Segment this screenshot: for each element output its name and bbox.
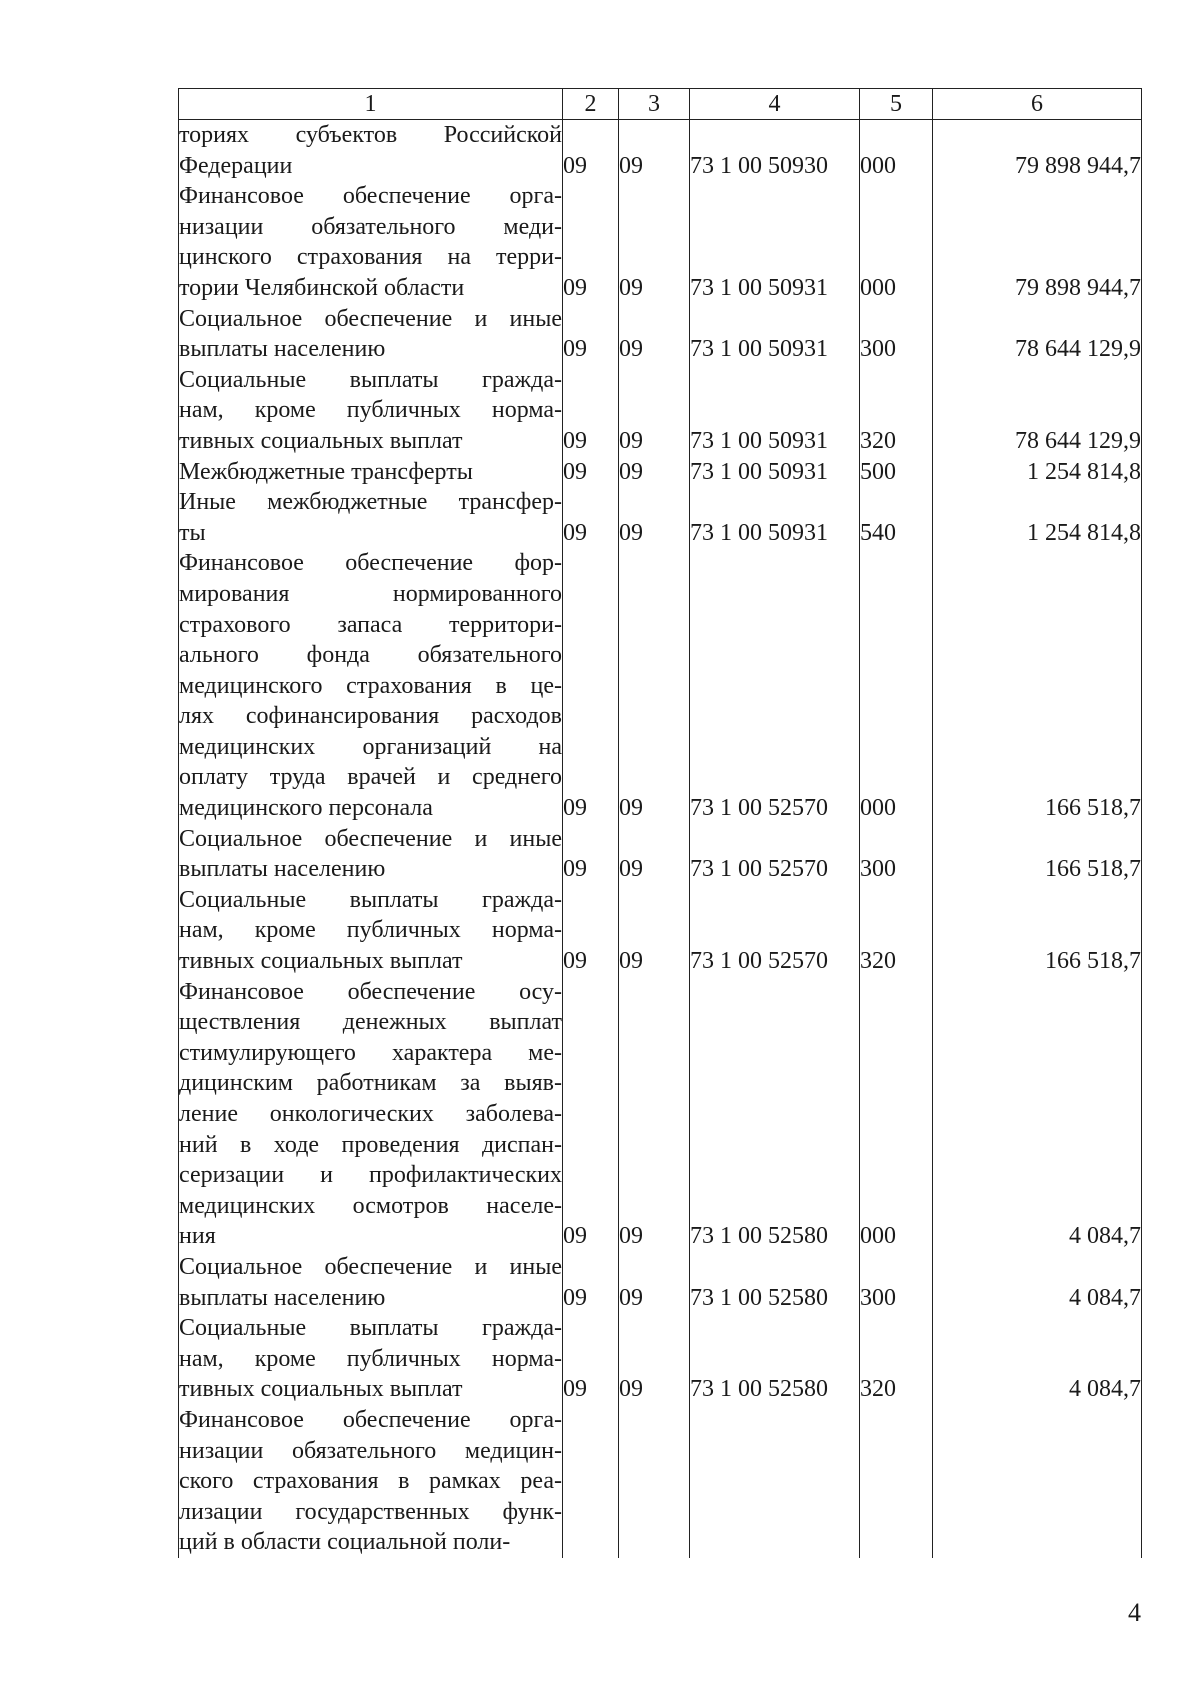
description-line: мирования нормированного [179,580,562,607]
row-target-article-code: 73 1 00 52570 [690,548,860,823]
header-col-4: 4 [690,89,860,120]
row-target-article-code: 73 1 00 52580 [690,977,860,1252]
description-line: ального фонда обязательного [179,642,562,669]
row-subsection-code: 09 [619,1313,690,1405]
row-description [179,304,563,365]
row-amount: 166 518,7 [933,548,1142,823]
description-line: Социальные выплаты гражда- [179,886,562,913]
description-line: нам, кроме публичных норма- [179,1345,562,1372]
table-row [179,824,1142,885]
row-amount: 166 518,7 [933,885,1142,977]
row-subsection-code: 09 [619,1252,690,1313]
table-row [179,548,1142,823]
description-line: Финансовое обеспечение орга- [179,1406,562,1433]
table-row [179,1405,1142,1558]
description-line: лях софинансирования расходов [179,703,562,730]
description-line: Иные межбюджетные трансфер- [179,489,562,516]
row-target-article-code: 73 1 00 50930 [690,120,860,182]
row-section-code: 09 [563,487,619,548]
row-section-code: 09 [563,977,619,1252]
row-subsection-code: 09 [619,181,690,303]
row-section-code: 09 [563,120,619,182]
row-description [179,457,563,488]
row-description [179,1405,563,1558]
budget-table [178,88,1142,1558]
description-line: лизации государственных функ- [179,1498,562,1525]
row-expense-type-code: 300 [860,824,933,885]
row-target-article-code: 73 1 00 50931 [690,181,860,303]
description-line: ний в ходе проведения диспан- [179,1131,562,1158]
description-line: Федерации [179,152,293,179]
row-subsection-code: 09 [619,885,690,977]
row-section-code [563,1405,619,1558]
description-line: Социальные выплаты гражда- [179,1315,562,1342]
row-subsection-code: 09 [619,304,690,365]
description-line: низации обязательного меди- [179,213,562,240]
header-col-6: 6 [933,89,1142,120]
description-line: серизации и профилактических [179,1162,562,1189]
row-subsection-code: 09 [619,977,690,1252]
row-section-code: 09 [563,365,619,457]
table-row [179,181,1142,303]
row-amount: 166 518,7 [933,824,1142,885]
row-description [179,365,563,457]
table-row [179,304,1142,365]
table-body [179,120,1142,1558]
description-line: Социальное обеспечение и иные [179,1253,562,1280]
row-target-article-code: 73 1 00 52570 [690,885,860,977]
row-subsection-code: 09 [619,365,690,457]
row-description [179,120,563,182]
row-amount: 79 898 944,7 [933,120,1142,182]
row-expense-type-code: 300 [860,1252,933,1313]
row-amount: 1 254 814,8 [933,457,1142,488]
row-target-article-code: 73 1 00 50931 [690,365,860,457]
row-subsection-code: 09 [619,487,690,548]
row-section-code: 09 [563,1252,619,1313]
row-section-code: 09 [563,181,619,303]
description-line: ториях субъектов Российской [179,122,562,148]
row-section-code: 09 [563,1313,619,1405]
description-line: ление онкологических заболева- [179,1101,562,1127]
description-line: выплаты населению [179,336,386,363]
description-line: дицинским работникам за выяв- [179,1070,562,1097]
description-line: нам, кроме публичных норма- [179,397,562,424]
row-description [179,824,563,885]
table-header [179,89,1142,120]
row-target-article-code: 73 1 00 50931 [690,304,860,365]
row-section-code: 09 [563,548,619,823]
description-line: низации обязательного медицин- [179,1437,562,1464]
header-col-3: 3 [619,89,690,120]
row-description [179,885,563,977]
row-amount [933,1405,1142,1558]
header-col-1: 1 [179,89,563,120]
row-expense-type-code: 320 [860,365,933,457]
row-section-code: 09 [563,824,619,885]
row-description [179,1313,563,1405]
row-section-code: 09 [563,304,619,365]
description-line: оплату труда врачей и среднего [179,764,562,791]
row-expense-type-code: 000 [860,181,933,303]
description-line: тивных социальных выплат [179,1376,463,1403]
description-line: ния [179,1223,216,1250]
description-line: Межбюджетные трансферты [179,458,473,485]
description-line: ществления денежных выплат [179,1009,562,1036]
row-description [179,977,563,1252]
description-line: Социальное обеспечение и иные [179,825,562,852]
row-target-article-code [690,1405,860,1558]
row-description [179,1252,563,1313]
description-line: ты [179,519,206,546]
table-row [179,885,1142,977]
description-line: Социальное обеспечение и иные [179,305,562,332]
row-amount: 78 644 129,9 [933,304,1142,365]
row-subsection-code: 09 [619,548,690,823]
row-subsection-code: 09 [619,457,690,488]
page-number: 4 [1128,1598,1141,1627]
description-line: тории Челябинской области [179,274,465,301]
row-expense-type-code: 320 [860,1313,933,1405]
row-section-code: 09 [563,457,619,488]
description-line: стимулирующего характера ме- [179,1039,562,1066]
row-subsection-code: 09 [619,824,690,885]
table-row [179,365,1142,457]
description-line: ского страхования в рамках реа- [179,1468,562,1495]
table-row [179,1252,1142,1313]
row-amount: 78 644 129,9 [933,365,1142,457]
row-expense-type-code: 000 [860,120,933,182]
description-line: медицинских организаций на [179,733,562,760]
table-row [179,487,1142,548]
table-row [179,1313,1142,1405]
table-row [179,457,1142,488]
row-target-article-code: 73 1 00 52580 [690,1313,860,1405]
row-amount: 1 254 814,8 [933,487,1142,548]
row-subsection-code: 09 [619,120,690,182]
row-expense-type-code: 000 [860,548,933,823]
row-description [179,181,563,303]
header-col-2: 2 [563,89,619,120]
row-target-article-code: 73 1 00 50931 [690,457,860,488]
row-amount: 4 084,7 [933,1313,1142,1405]
table-row [179,120,1142,182]
description-line: цинского страхования на терри- [179,244,562,271]
row-amount: 4 084,7 [933,977,1142,1252]
description-line: тивных социальных выплат [179,427,463,454]
row-expense-type-code: 500 [860,457,933,488]
row-expense-type-code [860,1405,933,1558]
row-description [179,548,563,823]
description-line: медицинского персонала [179,795,433,822]
description-line: тивных социальных выплат [179,948,463,975]
row-target-article-code: 73 1 00 52580 [690,1252,860,1313]
row-expense-type-code: 300 [860,304,933,365]
description-line: Социальные выплаты гражда- [179,366,562,393]
row-target-article-code: 73 1 00 52570 [690,824,860,885]
description-line: ций в области социальной поли- [179,1529,511,1556]
row-expense-type-code: 000 [860,977,933,1252]
description-line: медицинских осмотров населе- [179,1192,562,1219]
row-amount: 79 898 944,7 [933,181,1142,303]
row-expense-type-code: 320 [860,885,933,977]
row-amount: 4 084,7 [933,1252,1142,1313]
description-line: выплаты населению [179,856,386,883]
table-row [179,977,1142,1252]
description-line: страхового запаса территори- [179,611,562,638]
description-line: медицинского страхования в це- [179,672,562,699]
header-col-5: 5 [860,89,933,120]
row-description [179,487,563,548]
description-line: Финансовое обеспечение осу- [179,978,562,1005]
description-line: Финансовое обеспечение фор- [179,550,562,577]
description-line: нам, кроме публичных норма- [179,917,562,944]
description-line: выплаты населению [179,1284,386,1311]
row-expense-type-code: 540 [860,487,933,548]
row-section-code: 09 [563,885,619,977]
row-subsection-code [619,1405,690,1558]
row-target-article-code: 73 1 00 50931 [690,487,860,548]
description-line: Финансовое обеспечение орга- [179,183,562,210]
